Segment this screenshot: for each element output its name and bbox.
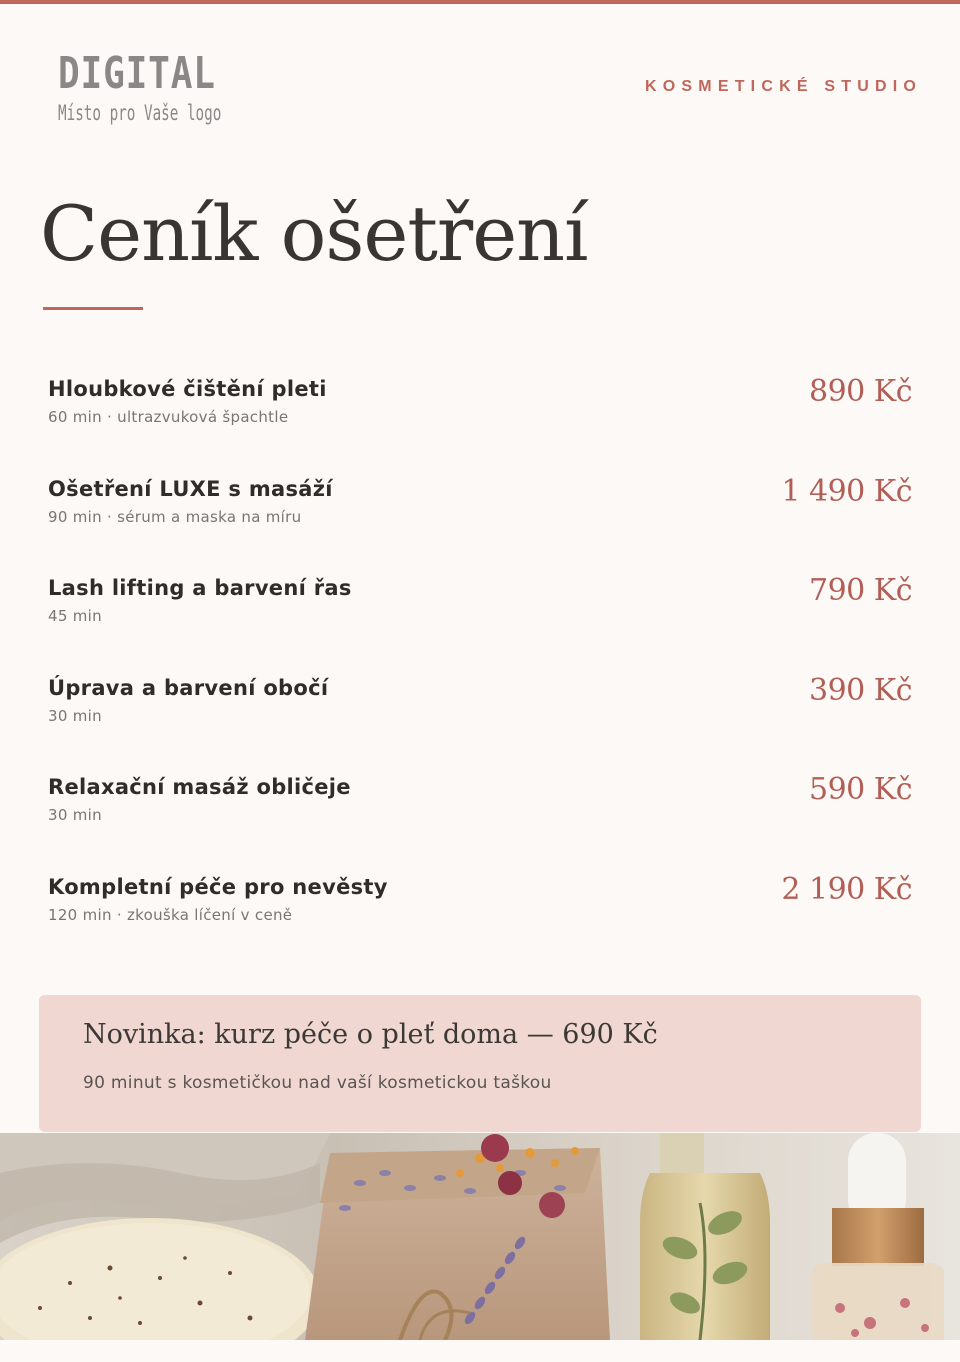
bottom-margin bbox=[0, 1340, 960, 1362]
service-name: Relaxační masáž obličeje bbox=[48, 775, 351, 800]
service-name: Hloubkové čištění pleti bbox=[48, 377, 327, 401]
logo-wordmark: DIGITAL bbox=[58, 48, 216, 99]
price-list-item bbox=[48, 872, 912, 972]
promo-title: Novinka: kurz péče o pleť doma — 690 Kč bbox=[83, 1019, 658, 1050]
cosmetics-photo bbox=[0, 1133, 960, 1340]
service-price: 890 Kč bbox=[808, 374, 912, 409]
service-detail: 60 min · ultrazvuková špachtle bbox=[48, 408, 289, 426]
price-list-item bbox=[48, 374, 912, 474]
service-detail: 120 min · zkouška líčení v ceně bbox=[48, 905, 293, 924]
studio-label: KOSMETICKÉ STUDIO bbox=[645, 78, 922, 95]
logo-tagline: Místo pro Vaše logo bbox=[58, 101, 222, 125]
service-detail: 30 min bbox=[48, 806, 102, 825]
price-list-item bbox=[48, 573, 912, 673]
service-name: Kompletní péče pro nevěsty bbox=[48, 874, 388, 899]
service-detail: 30 min bbox=[48, 706, 102, 725]
service-price: 1 490 Kč bbox=[781, 473, 912, 509]
service-price: 390 Kč bbox=[808, 672, 912, 708]
service-price: 790 Kč bbox=[808, 573, 912, 609]
service-detail: 45 min bbox=[48, 607, 102, 626]
page-title: Ceník ošetření bbox=[40, 189, 588, 278]
logo bbox=[58, 50, 238, 126]
price-list-item bbox=[48, 772, 912, 872]
price-list-item bbox=[48, 474, 912, 574]
title-underline bbox=[43, 307, 143, 310]
price-list bbox=[48, 374, 912, 972]
top-accent-rule bbox=[0, 0, 960, 4]
service-detail: 90 min · sérum a maska na míru bbox=[48, 507, 302, 526]
service-price: 2 190 Kč bbox=[781, 871, 912, 907]
service-name: Lash lifting a barvení řas bbox=[48, 576, 352, 601]
service-price: 590 Kč bbox=[808, 772, 912, 808]
service-name: Ošetření LUXE s masáží bbox=[48, 476, 333, 501]
promo-subtitle: 90 minut s kosmetičkou nad vaší kosmetickou taškou bbox=[83, 1073, 552, 1093]
service-name: Úprava a barvení obočí bbox=[48, 675, 329, 700]
price-list-item bbox=[48, 673, 912, 773]
promo-banner bbox=[39, 995, 921, 1132]
